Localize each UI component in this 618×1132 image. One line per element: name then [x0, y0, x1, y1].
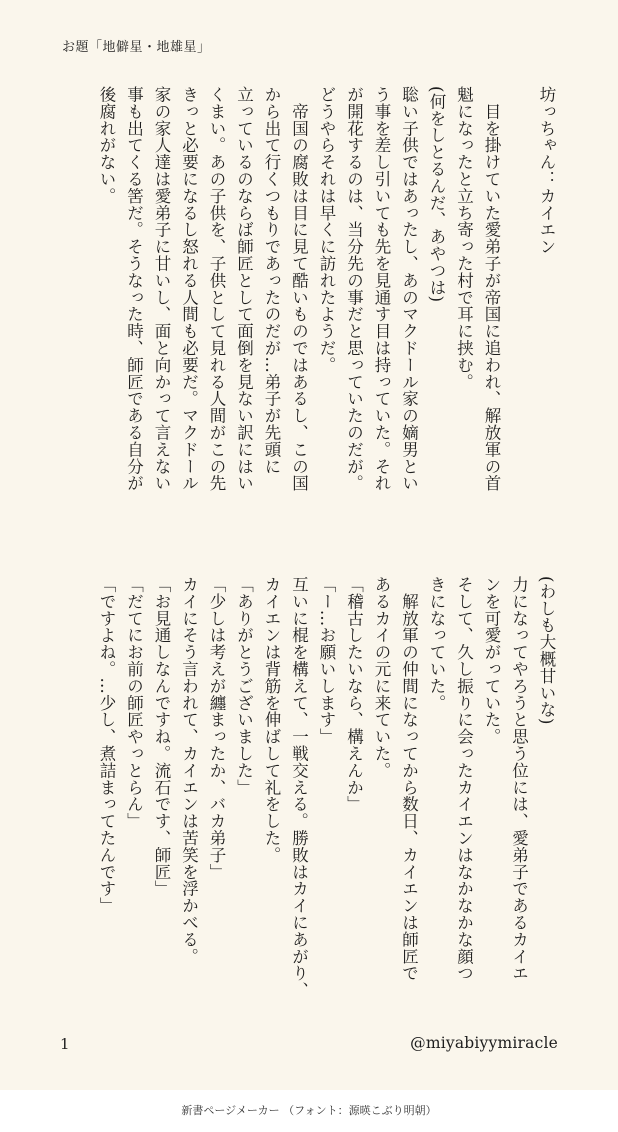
text-line: 立っているのならば師匠として面倒を見ない訳にはい: [234, 86, 254, 492]
text-line: どうやらそれは早くに訪れたようだ。: [317, 86, 336, 374]
text-line: カイにそう言われて、カイエンは苦笑を浮かべる。: [179, 576, 199, 965]
text-line: 目を掛けていた愛弟子が帝国に追われ、解放軍の首: [482, 86, 501, 492]
text-line: から出て行くつもりであったのだが…弟子が先頭に: [262, 86, 281, 475]
page-number: 1: [60, 1035, 70, 1053]
text-line: カイエンは背筋を伸ばして礼をした。: [262, 576, 281, 864]
text-line: きになっていた。: [427, 576, 446, 712]
text-line: う事を差し引いても先を見通す目は持っていた。それ: [372, 86, 391, 492]
text-line: あるカイの元に来ていた。: [372, 576, 391, 779]
text-line: (わしも大概甘いな): [537, 576, 556, 725]
blank-line: [505, 86, 533, 516]
text-line: 聡い子供ではあったし、あのマクドール家の嫡男とい: [399, 86, 419, 492]
text-line: 帝国の腐敗は目に見て酷いものではあるし、この国: [289, 86, 309, 492]
text-line: 魁になったと立ち寄った村で耳に挟む。: [454, 86, 474, 391]
text-line: 「稽古したいなら、構えんか」: [344, 576, 364, 813]
lower-text-block: [56, 576, 560, 1006]
generator-credit: 新書ページメーカー （フォント：源暎こぶり明朝）: [181, 1104, 437, 1117]
text-line: (何をしとるんだ、あやつは): [427, 86, 446, 303]
text-line: 家の家人達は愛弟子に甘いし、面と向かって言えない: [152, 86, 171, 492]
text-line: 「ありがとうございました」: [234, 576, 254, 796]
text-line: 力になってやろうと思う位には、愛弟子であるカイエ: [509, 576, 529, 982]
upper-text-block: [56, 86, 560, 516]
author-handle: @miyabiyymiracle: [410, 1034, 558, 1052]
text-line: ンを可愛がっていた。: [482, 576, 501, 745]
prompt-title: お題「地僻星・地雄星」: [62, 40, 211, 55]
text-line: 解放軍の仲間になってから数日、カイエンは師匠で: [399, 576, 419, 982]
text-line: きっと必要になるし怒れる人間も必要だ。マクドール: [179, 86, 199, 492]
text-line: 「だてにお前の師匠やっとらん」: [124, 576, 144, 830]
text-line: くまい。あの子供を、子供として見れる人間がこの先: [207, 86, 226, 492]
text-line: 後腐れがない。: [97, 86, 116, 205]
text-line: 互いに棍を構えて、一戦交える。勝敗はカイにあがり、: [289, 576, 309, 999]
text-line: そして、久し振りに会ったカイエンはなかなかな顔つ: [454, 576, 474, 982]
text-line: 「お見通しなんですね。流石です、師匠」: [152, 576, 171, 898]
text-line: 「ー…お願いします」: [317, 576, 336, 745]
text-line: 「少しは考えが纏まったか、バカ弟子」: [207, 576, 226, 881]
text-line: 事も出てくる筈だ。そうなった時、師匠である自分が: [124, 86, 144, 492]
text-line: が開花するのは、当分先の事だと思っていたのだが。: [344, 86, 364, 492]
text-line: 「ですよね。…少し、煮詰まってたんです」: [97, 576, 116, 914]
text-line: 坊っちゃん：カイエン: [537, 86, 556, 255]
